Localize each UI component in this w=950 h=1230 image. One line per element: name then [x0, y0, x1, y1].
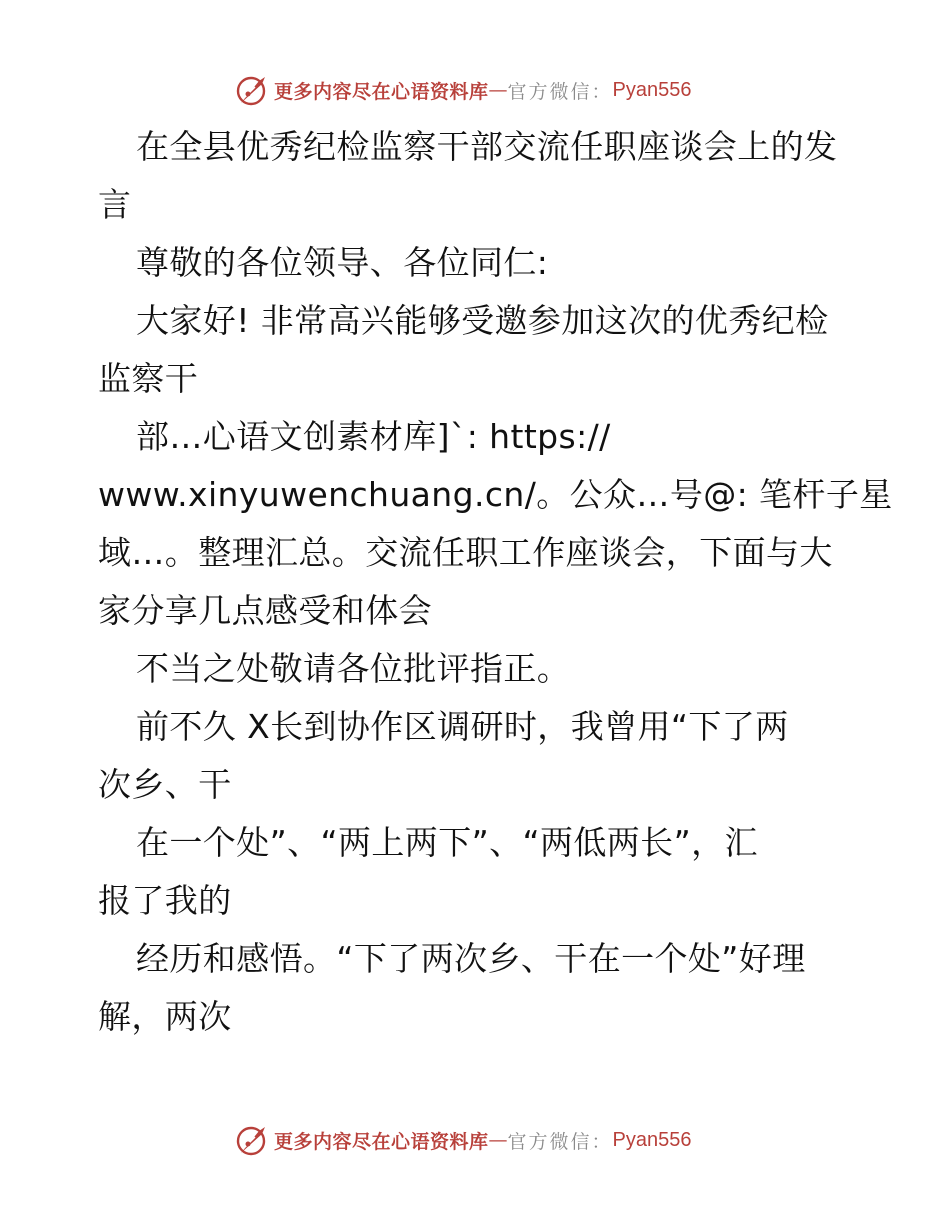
- banner-wechat-id: Pyan556: [612, 78, 692, 101]
- banner-wechat-label: 官方微信：: [507, 80, 613, 103]
- doc-line: 次乡、干: [98, 765, 232, 804]
- doc-line: 尊敬的各位领导、各位同仁:: [136, 243, 549, 282]
- doc-line: 在全县优秀纪检监察干部交流任职座谈会上的发: [136, 127, 838, 166]
- doc-line: 言: [98, 185, 132, 224]
- doc-line: 家分享几点感受和体会: [98, 591, 432, 630]
- doc-line: 监察干: [98, 359, 199, 398]
- quill-pen-logo-icon: [235, 1123, 269, 1157]
- banner-wechat-id: Pyan556: [612, 1128, 692, 1151]
- document-body: [98, 118, 893, 1046]
- banner-dash: —: [488, 1129, 508, 1151]
- quill-pen-logo-icon: [235, 73, 269, 107]
- doc-line: 部…心语文创素材库]`: https://: [136, 417, 611, 456]
- header-banner: [235, 72, 692, 108]
- banner-brand-text: 更多内容尽在心语资料库: [274, 80, 489, 103]
- doc-line: 经历和感悟。“下了两次乡、干在一个处”好理: [136, 939, 806, 978]
- doc-line: 报了我的: [98, 881, 232, 920]
- footer-banner: [235, 1122, 692, 1158]
- doc-line: 不当之处敬请各位批评指正。: [136, 649, 571, 688]
- banner-wechat-label: 官方微信：: [507, 1130, 613, 1153]
- doc-line: www.xinyuwenchuang.cn/。公众…号@: 笔杆子星: [98, 475, 893, 514]
- doc-line: 在一个处”、“两上两下”、“两低两长”，汇: [136, 823, 758, 862]
- doc-line: 大家好! 非常高兴能够受邀参加这次的优秀纪检: [136, 301, 829, 340]
- banner-dash: —: [488, 79, 508, 101]
- doc-line: 前不久 X长到协作区调研时，我曾用“下了两: [136, 707, 789, 746]
- doc-line: 域…。整理汇总。交流任职工作座谈会，下面与大: [98, 533, 833, 572]
- doc-line: 解，两次: [98, 997, 232, 1036]
- banner-brand-text: 更多内容尽在心语资料库: [274, 1130, 489, 1153]
